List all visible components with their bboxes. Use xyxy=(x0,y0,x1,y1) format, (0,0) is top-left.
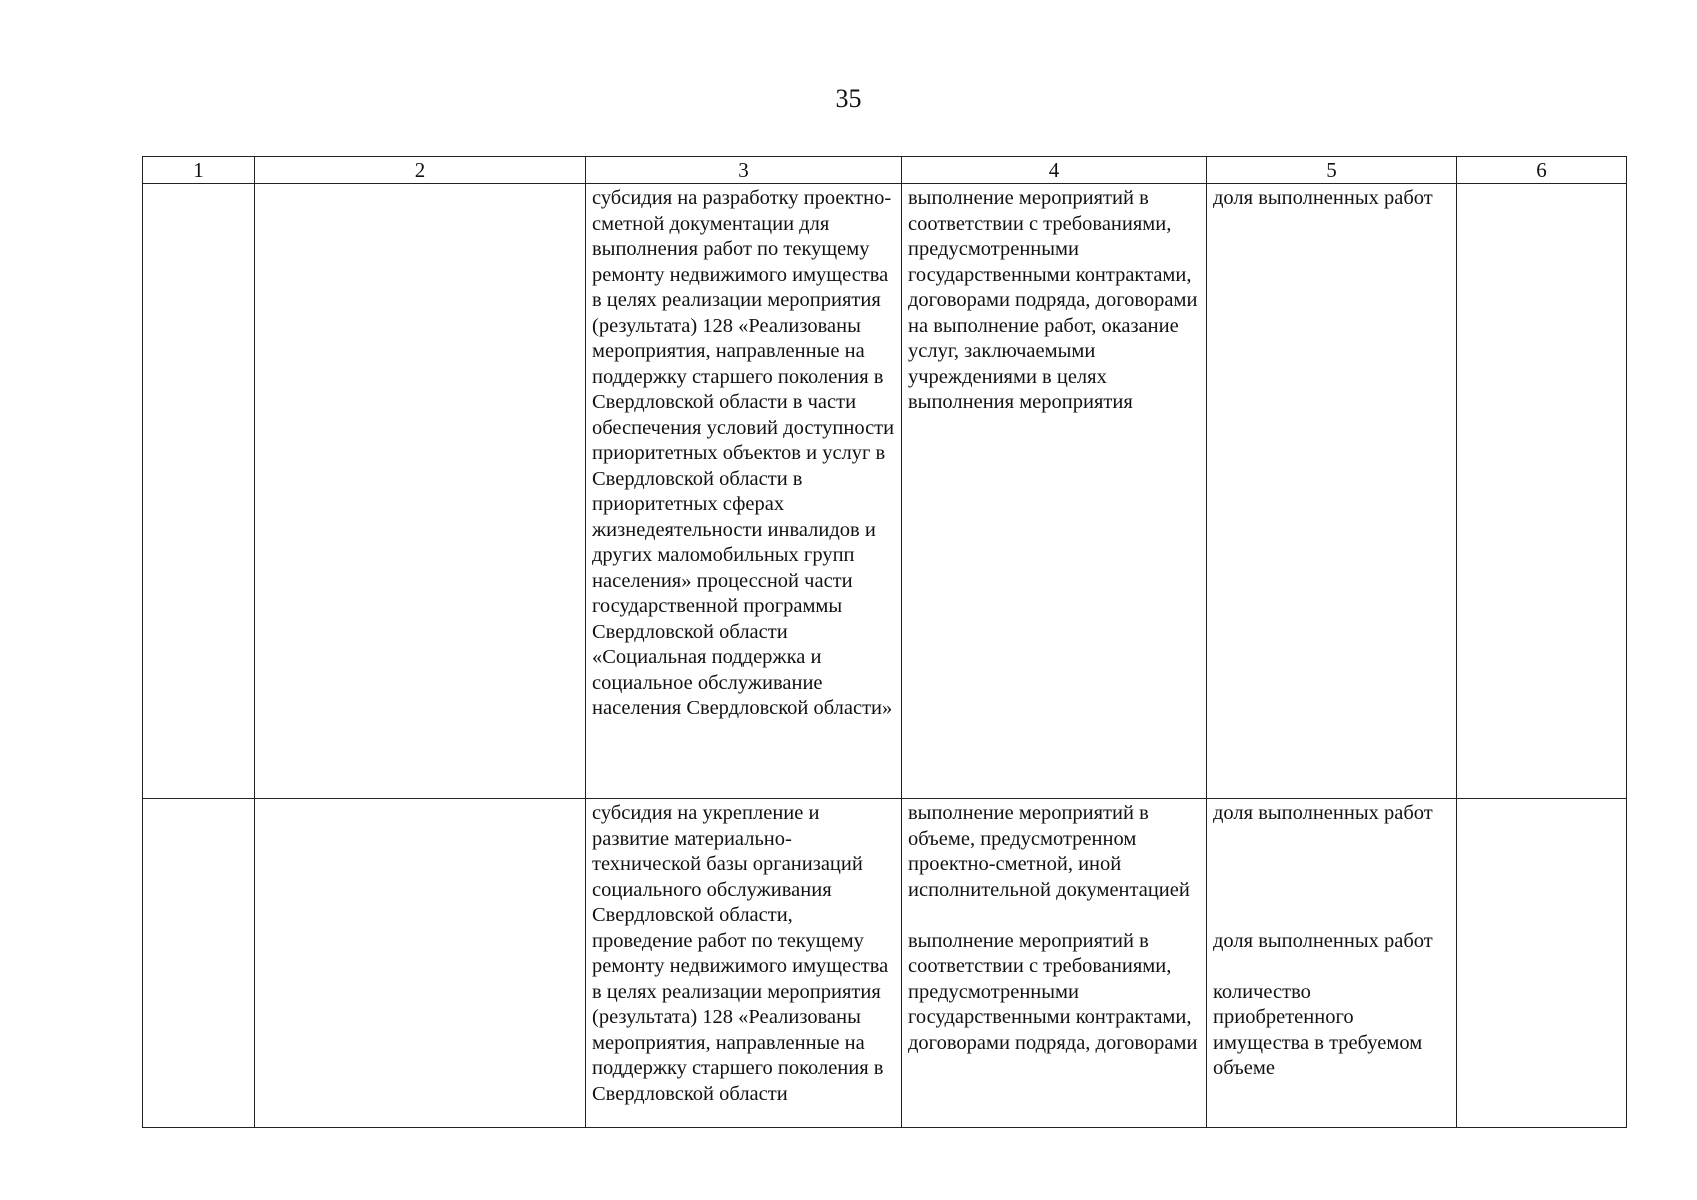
row-2-col-5 xyxy=(1207,799,1457,1128)
result-description: выполнение мероприятий в объеме, предусмотренном проектно-сметной, иной исполнительной документацией xyxy=(908,802,1190,901)
table-row xyxy=(143,799,1627,1128)
row-2-col-3 xyxy=(586,799,902,1128)
column-number-4: 4 xyxy=(902,157,1207,184)
column-number-3: 3 xyxy=(586,157,902,184)
result-description: выполнение мероприятий в соответствии с требованиями, предусмотренными государственными контрактами, договорами подряда, договорами xyxy=(908,929,1198,1054)
table-row xyxy=(143,184,1627,799)
row-2-col-4 xyxy=(902,799,1207,1128)
row-1-col-4 xyxy=(902,184,1207,799)
column-number-5: 5 xyxy=(1207,157,1457,184)
row-1-col-1 xyxy=(143,184,255,799)
row-1-col-3 xyxy=(586,184,902,799)
subsidy-description: субсидия на укрепление и развитие материально-технической базы организаций социального обслуживания Свердловской области, проведение работ по текущему ремонту недвижимого имущества в целях реализации мероприятия (результата) 128 «Реализованы мероприятия, направленные на поддержку старшего поколения в Свердловской области xyxy=(592,802,889,1105)
column-number-row xyxy=(143,157,1627,184)
row-1-col-6 xyxy=(1457,184,1627,799)
row-2-col-1 xyxy=(143,799,255,1128)
indicator-name: доля выполненных работ xyxy=(1213,929,1433,952)
row-1-col-5 xyxy=(1207,184,1457,799)
column-number-1: 1 xyxy=(143,157,255,184)
indicator-name: доля выполненных работ xyxy=(1213,802,1433,824)
indicator-name: доля выполненных работ xyxy=(1213,187,1433,209)
row-2-col-6 xyxy=(1457,799,1627,1128)
row-2-col-2 xyxy=(255,799,586,1128)
indicator-name: количество приобретенного имущества в требуемом объеме xyxy=(1213,980,1423,1079)
row-1-col-2 xyxy=(255,184,586,799)
result-description: выполнение мероприятий в соответствии с требованиями, предусмотренными государственными контрактами, договорами подряда, договорами на выполнение работ, оказание услуг, заключаемыми учреждениями в целях выполнения мероприятия xyxy=(908,187,1198,413)
page-number: 35 xyxy=(835,84,862,113)
column-number-2: 2 xyxy=(255,157,586,184)
subsidy-description: субсидия на разработку проектно-сметной документации для выполнения работ по текущему ремонту недвижимого имущества в целях реализации мероприятия (результата) 128 «Реализованы мероприятия, направленные на поддержку старшего поколения в Свердловской области в части обеспечения условий доступности приоритетных объектов и услуг в Свердловской области в приоритетных сферах жизнедеятельности инвалидов и других маломобильных групп населения» процессной части государственной программы Свердловской области «Социальная поддержка и социальное обслуживание населения Свердловской области» xyxy=(592,187,895,719)
program-table xyxy=(142,156,1627,1128)
column-number-6: 6 xyxy=(1457,157,1627,184)
